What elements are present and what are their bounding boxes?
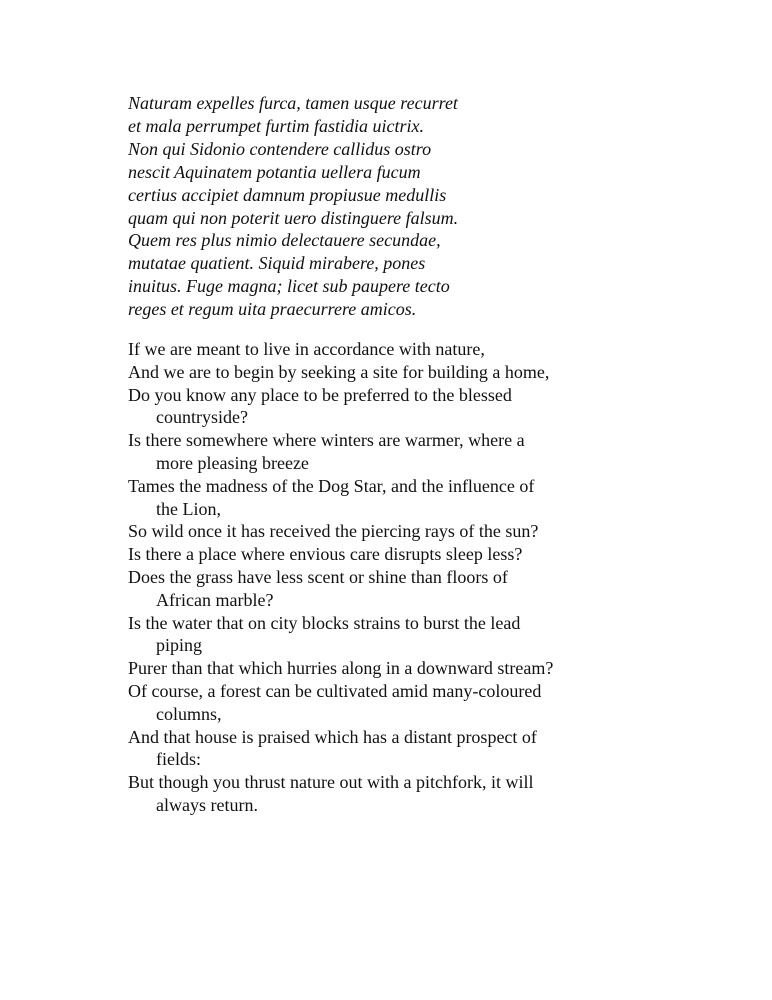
- english-verse: So wild once it has received the piercing rays of the sun?: [128, 521, 539, 542]
- english-verse: Does the grass have less scent or shine than floors of African marble?: [128, 566, 508, 610]
- latin-line: mutatae quatient. Siquid mirabere, pones: [128, 253, 426, 274]
- latin-verse-block: [128, 92, 688, 321]
- latin-line: nescit Aquinatem potantia uellera fucum: [128, 161, 421, 182]
- latin-line: quam qui non poterit uero distinguere falsum.: [128, 207, 459, 228]
- english-verse: Of course, a forest can be cultivated amid many-coloured columns,: [128, 680, 542, 724]
- english-verse: Is there a place where envious care disrupts sleep less?: [128, 544, 523, 565]
- latin-line: et mala perrumpet furtim fastidia uictrix.: [128, 115, 424, 136]
- latin-line: inuitus. Fuge magna; licet sub paupere tecto: [128, 276, 450, 297]
- english-verse: Is the water that on city blocks strains to burst the lead piping: [128, 612, 521, 656]
- english-verse: And that house is praised which has a distant prospect of fields:: [128, 726, 537, 770]
- english-verse: Do you know any place to be preferred to the blessed countryside?: [128, 384, 512, 428]
- english-verse: But though you thrust nature out with a pitchfork, it will always return.: [128, 772, 534, 815]
- english-verse: Purer than that which hurries along in a downward stream?: [128, 658, 554, 679]
- english-verse: Tames the madness of the Dog Star, and the influence of the Lion,: [128, 475, 535, 519]
- latin-line: reges et regum uita praecurrere amicos.: [128, 299, 417, 320]
- english-verse: Is there somewhere where winters are warmer, where a more pleasing breeze: [128, 430, 525, 473]
- latin-line: certius accipiet damnum propiusue medullis: [128, 184, 447, 205]
- latin-line: Quem res plus nimio delectauere secundae,: [128, 230, 441, 251]
- english-verse: And we are to begin by seeking a site for building a home,: [128, 361, 550, 382]
- english-translation-block: [128, 338, 558, 817]
- latin-line: Non qui Sidonio contendere callidus ostro: [128, 138, 432, 159]
- latin-line: Naturam expelles furca, tamen usque recurret: [128, 93, 458, 113]
- english-verse: If we are meant to live in accordance with nature,: [128, 339, 485, 359]
